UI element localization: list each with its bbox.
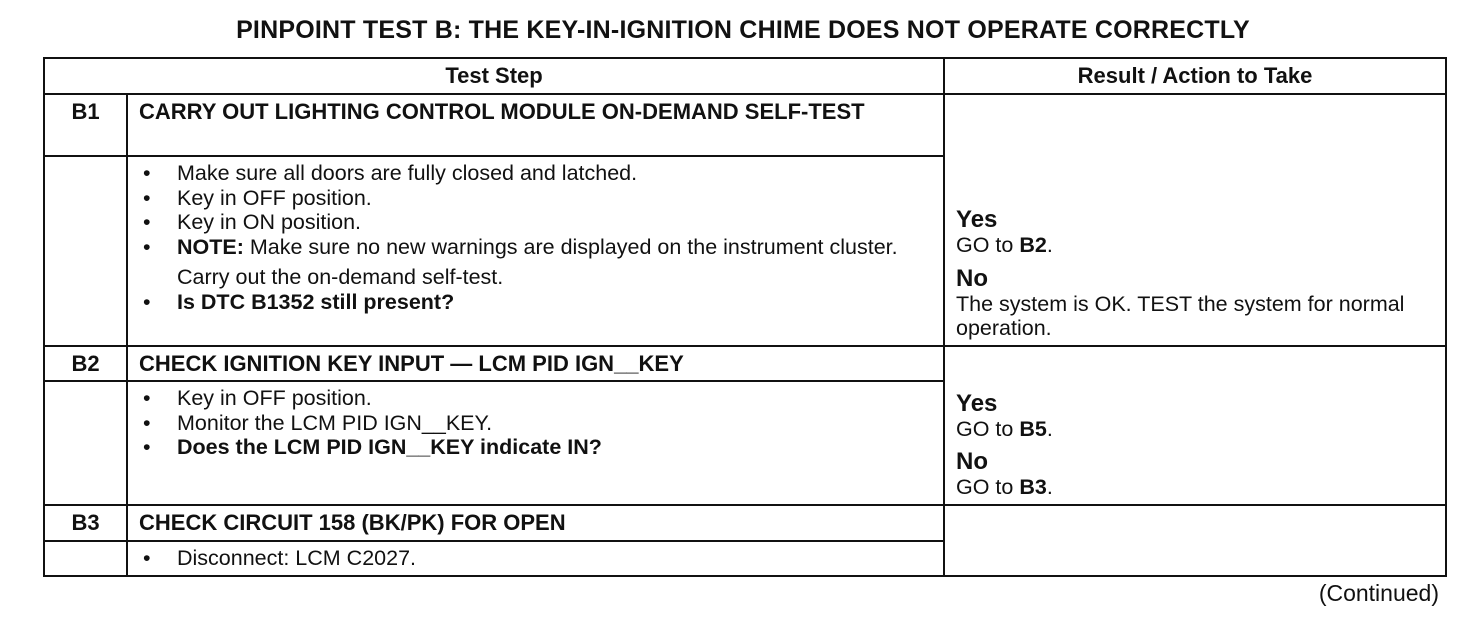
step-id-b1-empty xyxy=(44,156,127,346)
result-yes-action: GO to B5. xyxy=(956,416,1053,441)
step-body-b1 xyxy=(127,156,944,346)
sub-instruction: Carry out the on-demand self-test. xyxy=(177,265,504,290)
result-yes-label: Yes xyxy=(956,206,998,234)
step-title-b1: CARRY OUT LIGHTING CONTROL MODULE ON-DEMAND SELF-TEST xyxy=(127,94,944,156)
goto-link-b5: B5 xyxy=(1019,416,1047,441)
step-id-b3-empty xyxy=(44,541,127,576)
goto-link-b3: B3 xyxy=(1019,475,1047,500)
goto-link-b2: B2 xyxy=(1019,233,1047,258)
question-item: • Is DTC B1352 still present? xyxy=(143,289,455,314)
page-title: PINPOINT TEST B: THE KEY-IN-IGNITION CHIME DOES NOT OPERATE CORRECTLY xyxy=(236,16,1250,44)
result-no-label: No xyxy=(956,448,989,476)
result-no-label: No xyxy=(956,264,989,292)
header-test-step: Test Step xyxy=(44,58,944,94)
step-id-b2-empty xyxy=(44,381,127,505)
header-result-action: Result / Action to Take xyxy=(944,58,1446,94)
pinpoint-test-table xyxy=(43,57,1447,577)
list-item: • Disconnect: LCM C2027. xyxy=(143,546,416,570)
result-b3 xyxy=(944,505,1446,576)
list-item: • Key in OFF position. xyxy=(143,386,372,410)
step-id-b1: B1 xyxy=(44,94,127,156)
step-body-b2 xyxy=(127,381,944,505)
result-b1 xyxy=(944,94,1446,346)
step-b1-title-row xyxy=(44,94,1446,156)
step-b2-title-row xyxy=(44,346,1446,381)
note-label: NOTE: xyxy=(177,234,244,259)
note-text: Make sure no new warnings are displayed on the instrument cluster. xyxy=(243,234,898,259)
result-no-action: GO to B3. xyxy=(956,475,1053,500)
step-id-b2: B2 xyxy=(44,346,127,381)
step-id-b3: B3 xyxy=(44,505,127,541)
result-yes-label: Yes xyxy=(956,389,998,417)
note-item: • NOTE: Make sure no new warnings are displayed on the instrument cluster. xyxy=(143,234,898,259)
list-item: • Make sure all doors are fully closed and latched. xyxy=(143,161,638,185)
list-item: • Key in ON position. xyxy=(143,210,362,235)
step-title-b3: CHECK CIRCUIT 158 (BK/PK) FOR OPEN xyxy=(127,505,944,541)
step-b3-title-row xyxy=(44,505,1446,541)
list-item: • Key in OFF position. xyxy=(143,185,372,210)
result-yes-action: GO to B2. xyxy=(956,233,1053,258)
step-title-b2: CHECK IGNITION KEY INPUT — LCM PID IGN__KEY xyxy=(127,346,944,381)
continued-label: (Continued) xyxy=(1318,580,1439,606)
step-body-b3 xyxy=(127,541,944,576)
result-b2 xyxy=(944,346,1446,505)
result-no-action: The system is OK. TEST the system for normal operation. xyxy=(956,291,1405,341)
list-item: • Monitor the LCM PID IGN__KEY. xyxy=(143,410,493,435)
question-item: • Does the LCM PID IGN__KEY indicate IN? xyxy=(143,435,602,460)
table-header-row xyxy=(44,58,1446,94)
